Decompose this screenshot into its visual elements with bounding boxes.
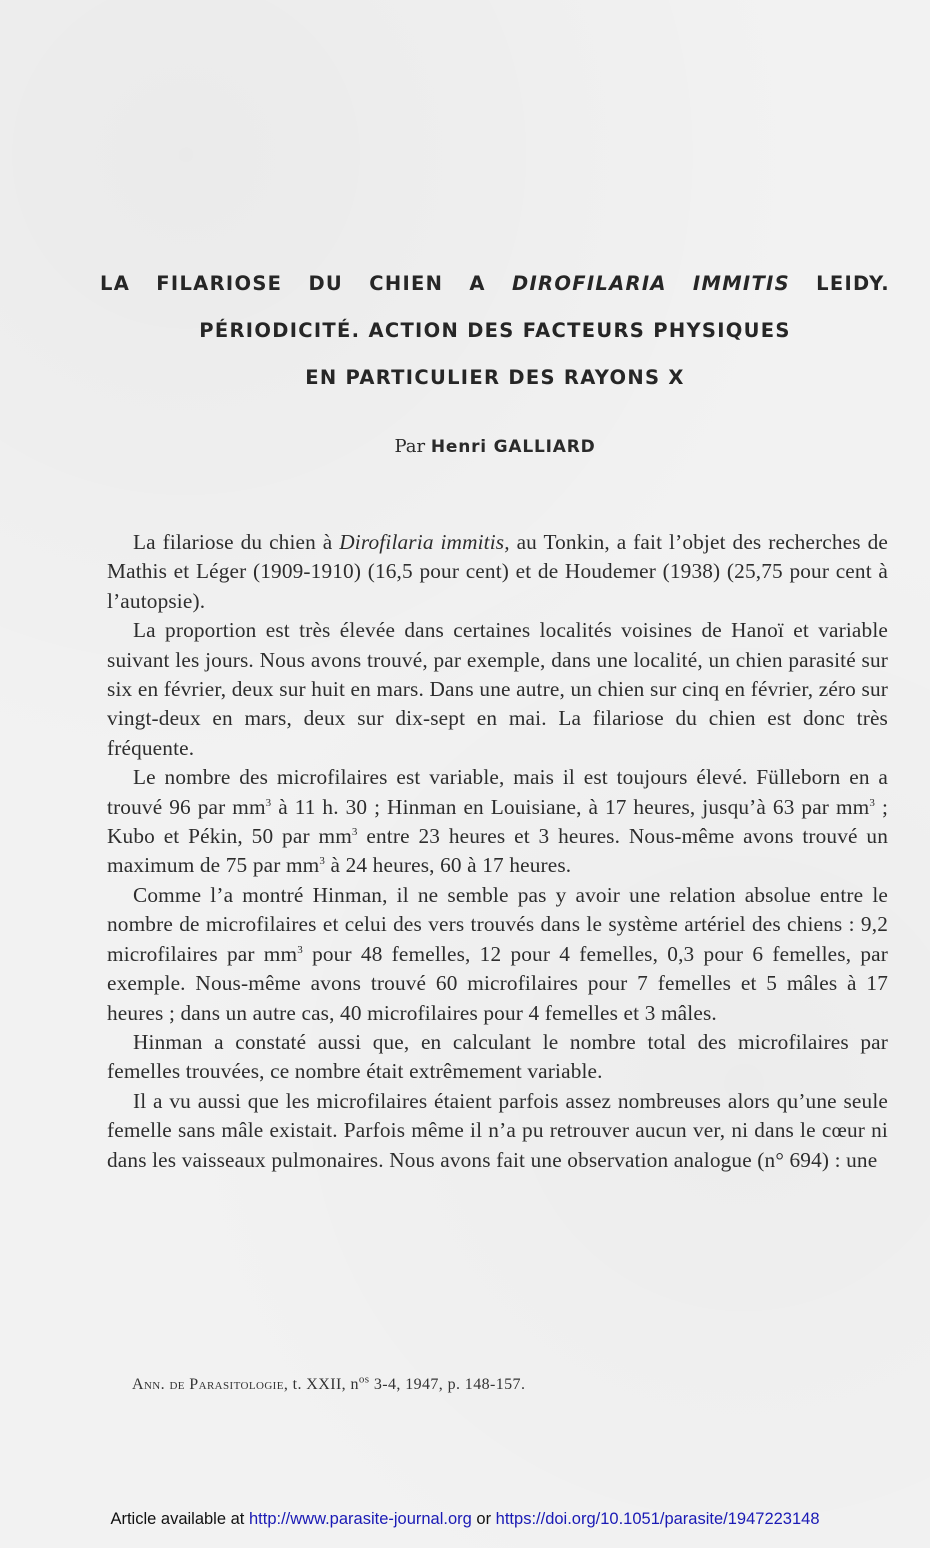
paragraph-6: Il a vu aussi que les microfilaires étaient parfois assez nombreuses alors qu’une seule femelle sans mâle existait. Parfois même il n’a pu retrouver aucun ver, ni dans le cœur ni dans les vaisseaux pulmonaires. Nous avons fait une observation analogue (n° 694) : une: [107, 1088, 888, 1172]
author-prefix: Par: [394, 436, 431, 457]
paragraph-4: [107, 881, 888, 1028]
paragraph-1-species: Dirofilaria immitis,: [339, 530, 510, 554]
paragraph-3-text-e: à 24 heures, 60 à 17 heures.: [325, 853, 572, 878]
paragraph-3: [107, 763, 888, 881]
paragraph-4-text-b: pour 48 femelles, 12 pour 4 femelles, 0,3 pour 6 femelles, par exemple. Nous-même avons trouvé 60 microfilaires pour 7 femelles et 5 mâles à 17 heures ; dans un autre cas, 40 microfilaires pour 4 femelles et 3 mâles.: [107, 941, 889, 1025]
title-line-2: PÉRIODICITÉ. ACTION DES FACTEURS PHYSIQUES: [199, 319, 791, 342]
journal-link[interactable]: http://www.parasite-journal.org: [248, 1510, 472, 1528]
journal-name: Ann. de Parasitologie,: [132, 1376, 289, 1393]
superscript: 3: [297, 943, 303, 956]
superscript: os: [358, 1373, 370, 1386]
doi-link[interactable]: https://doi.org/10.1051/parasite/1947223148: [495, 1510, 820, 1528]
article-availability-footer: [0, 1510, 930, 1529]
article-body: [107, 528, 888, 1175]
paragraph-1-text-a: La filariose du chien à: [133, 530, 340, 554]
article-title: [100, 268, 890, 409]
title-line-1-prefix: LA FILARIOSE DU CHIEN A: [100, 272, 512, 295]
title-species-name: DIROFILARIA IMMITIS: [511, 272, 790, 295]
paragraph-3-text-a: Le nombre des microfilaires est variable, mais il est toujours élevé. Fülleborn en a trouvé 96 par mm: [107, 765, 888, 819]
author-line: [0, 436, 930, 457]
journal-citation: [132, 1373, 526, 1394]
paragraph-2: La proportion est très élevée dans certaines localités voisines de Hanoï et variable suivant les jours. Nous avons trouvé, par exemple, dans une localité, un chien parasité sur six en février, deux sur huit en mars. Dans une autre, un chien sur cinq en février, zéro sur vingt-deux en mars, deux sur dix-sept en mai. La filariose du chien est donc très fréquente.: [107, 618, 888, 760]
citation-pages: 3-4, 1947, p. 148-157.: [369, 1376, 526, 1393]
superscript: 3: [319, 855, 326, 868]
paragraph-5: Hinman a constaté aussi que, en calculant le nombre total des microfilaires par femelles trouvées, ce nombre était extrêmement variable.: [107, 1029, 888, 1084]
paragraph-4-text-a: Comme l’a montré Hinman, il ne semble pas y avoir une relation absolue entre le nombre de microfilaires et celui des vers trouvés dans le système artériel des chiens : 9,2 microfilaires par mm: [107, 882, 888, 966]
title-line-1-suffix: LEIDY.: [789, 272, 891, 295]
author-name: Henri GALLIARD: [430, 437, 596, 457]
paragraph-1-text-b: au Tonkin, a fait l’objet des recherches de Mathis et Léger (1909-1910) (16,5 pour cent) et de Houdemer (1938) (25,75 pour cent à l’autopsie).: [107, 530, 889, 613]
paragraph-1: [107, 528, 888, 616]
footer-prefix: Article available at: [110, 1510, 249, 1528]
superscript: 3: [351, 825, 358, 838]
title-line-3: EN PARTICULIER DES RAYONS X: [305, 366, 685, 389]
paragraph-3-text-c: ; Kubo et Pékin, 50 par mm: [107, 794, 889, 849]
paragraph-3-text-d: entre 23 heures et 3 heures. Nous-même avons trouvé un maximum de 75 par mm: [107, 824, 889, 878]
citation-volume: t. XXII, n: [288, 1376, 359, 1393]
paragraph-3-text-b: à 11 h. 30 ; Hinman en Louisiane, à 17 heures, jusqu’à 63 par mm: [271, 794, 870, 819]
title-line-1: [100, 268, 890, 315]
superscript: 3: [869, 796, 876, 809]
footer-or: or: [471, 1510, 496, 1528]
superscript: 3: [265, 796, 272, 809]
